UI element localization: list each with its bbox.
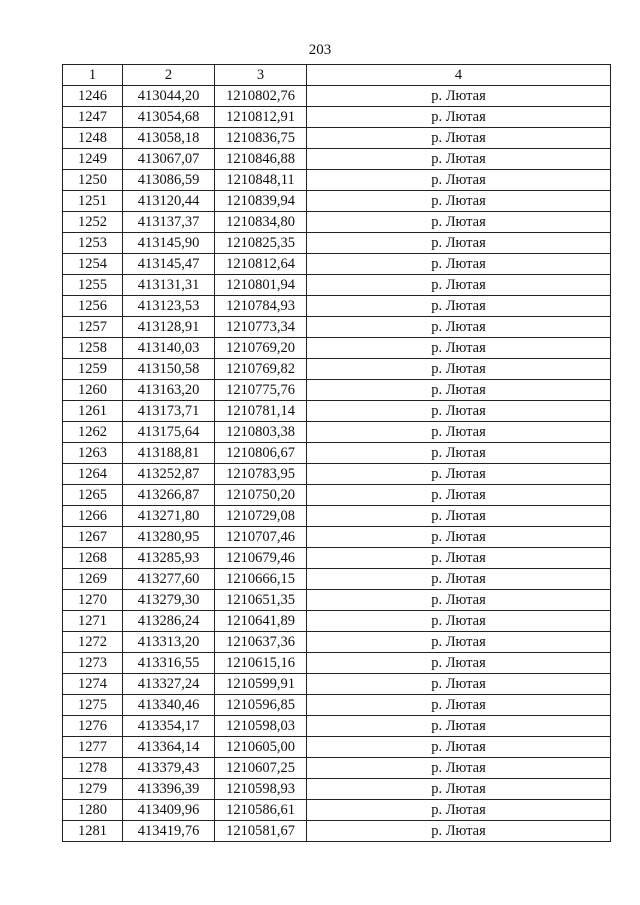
table-row — [63, 380, 611, 401]
cell-y-coordinate: 1210637,36 — [215, 632, 307, 653]
cell-x-coordinate: 413277,60 — [123, 569, 215, 590]
column-header-point-number: 1 — [63, 65, 123, 86]
cell-point-number: 1279 — [63, 779, 123, 800]
cell-description: р. Лютая — [307, 779, 611, 800]
cell-point-number: 1249 — [63, 149, 123, 170]
cell-x-coordinate: 413252,87 — [123, 464, 215, 485]
cell-x-coordinate: 413354,17 — [123, 716, 215, 737]
cell-point-number: 1254 — [63, 254, 123, 275]
cell-description: р. Лютая — [307, 212, 611, 233]
cell-point-number: 1260 — [63, 380, 123, 401]
table-row — [63, 128, 611, 149]
cell-y-coordinate: 1210825,35 — [215, 233, 307, 254]
cell-x-coordinate: 413054,68 — [123, 107, 215, 128]
cell-description: р. Лютая — [307, 548, 611, 569]
table-row — [63, 527, 611, 548]
cell-description: р. Лютая — [307, 485, 611, 506]
cell-point-number: 1257 — [63, 317, 123, 338]
cell-x-coordinate: 413188,81 — [123, 443, 215, 464]
table-header — [63, 65, 611, 86]
cell-description: р. Лютая — [307, 527, 611, 548]
cell-y-coordinate: 1210666,15 — [215, 569, 307, 590]
table-row — [63, 695, 611, 716]
cell-y-coordinate: 1210812,64 — [215, 254, 307, 275]
cell-description: р. Лютая — [307, 170, 611, 191]
cell-y-coordinate: 1210598,93 — [215, 779, 307, 800]
table-row — [63, 758, 611, 779]
cell-x-coordinate: 413271,80 — [123, 506, 215, 527]
cell-description: р. Лютая — [307, 254, 611, 275]
cell-x-coordinate: 413266,87 — [123, 485, 215, 506]
table-row — [63, 233, 611, 254]
table-header-row — [63, 65, 611, 86]
table-row — [63, 632, 611, 653]
table-row — [63, 401, 611, 422]
cell-point-number: 1251 — [63, 191, 123, 212]
table-row — [63, 212, 611, 233]
table-row — [63, 506, 611, 527]
cell-x-coordinate: 413280,95 — [123, 527, 215, 548]
cell-point-number: 1280 — [63, 800, 123, 821]
table-row — [63, 422, 611, 443]
cell-x-coordinate: 413379,43 — [123, 758, 215, 779]
cell-x-coordinate: 413163,20 — [123, 380, 215, 401]
table-row — [63, 443, 611, 464]
cell-description: р. Лютая — [307, 380, 611, 401]
cell-description: р. Лютая — [307, 653, 611, 674]
cell-y-coordinate: 1210750,20 — [215, 485, 307, 506]
cell-x-coordinate: 413044,20 — [123, 86, 215, 107]
table-row — [63, 86, 611, 107]
cell-description: р. Лютая — [307, 716, 611, 737]
page-number: 203 — [308, 42, 332, 58]
cell-description: р. Лютая — [307, 758, 611, 779]
cell-x-coordinate: 413419,76 — [123, 821, 215, 842]
cell-y-coordinate: 1210836,75 — [215, 128, 307, 149]
cell-y-coordinate: 1210707,46 — [215, 527, 307, 548]
cell-x-coordinate: 413313,20 — [123, 632, 215, 653]
cell-description: р. Лютая — [307, 86, 611, 107]
cell-y-coordinate: 1210769,20 — [215, 338, 307, 359]
cell-description: р. Лютая — [307, 695, 611, 716]
cell-y-coordinate: 1210598,03 — [215, 716, 307, 737]
column-header-y: 3 — [215, 65, 307, 86]
cell-point-number: 1255 — [63, 275, 123, 296]
column-header-description: 4 — [307, 65, 611, 86]
cell-y-coordinate: 1210846,88 — [215, 149, 307, 170]
cell-point-number: 1252 — [63, 212, 123, 233]
cell-description: р. Лютая — [307, 338, 611, 359]
cell-y-coordinate: 1210581,67 — [215, 821, 307, 842]
cell-x-coordinate: 413086,59 — [123, 170, 215, 191]
cell-point-number: 1262 — [63, 422, 123, 443]
table-row — [63, 737, 611, 758]
cell-description: р. Лютая — [307, 107, 611, 128]
table-row — [63, 674, 611, 695]
cell-description: р. Лютая — [307, 464, 611, 485]
cell-description: р. Лютая — [307, 191, 611, 212]
cell-y-coordinate: 1210651,35 — [215, 590, 307, 611]
cell-point-number: 1272 — [63, 632, 123, 653]
cell-description: р. Лютая — [307, 674, 611, 695]
table-row — [63, 338, 611, 359]
cell-description: р. Лютая — [307, 359, 611, 380]
column-header-x: 2 — [123, 65, 215, 86]
cell-description: р. Лютая — [307, 296, 611, 317]
cell-y-coordinate: 1210839,94 — [215, 191, 307, 212]
cell-y-coordinate: 1210803,38 — [215, 422, 307, 443]
cell-y-coordinate: 1210607,25 — [215, 758, 307, 779]
cell-description: р. Лютая — [307, 275, 611, 296]
cell-x-coordinate: 413058,18 — [123, 128, 215, 149]
coordinates-table — [62, 64, 611, 842]
table-row — [63, 275, 611, 296]
cell-x-coordinate: 413145,47 — [123, 254, 215, 275]
cell-y-coordinate: 1210615,16 — [215, 653, 307, 674]
table-body — [63, 86, 611, 842]
cell-x-coordinate: 413131,31 — [123, 275, 215, 296]
cell-x-coordinate: 413067,07 — [123, 149, 215, 170]
cell-description: р. Лютая — [307, 800, 611, 821]
cell-y-coordinate: 1210729,08 — [215, 506, 307, 527]
cell-y-coordinate: 1210769,82 — [215, 359, 307, 380]
table-row — [63, 653, 611, 674]
cell-description: р. Лютая — [307, 443, 611, 464]
cell-x-coordinate: 413396,39 — [123, 779, 215, 800]
cell-y-coordinate: 1210773,34 — [215, 317, 307, 338]
cell-x-coordinate: 413285,93 — [123, 548, 215, 569]
table-row — [63, 149, 611, 170]
cell-x-coordinate: 413128,91 — [123, 317, 215, 338]
cell-x-coordinate: 413145,90 — [123, 233, 215, 254]
table-row — [63, 590, 611, 611]
cell-point-number: 1267 — [63, 527, 123, 548]
cell-point-number: 1274 — [63, 674, 123, 695]
cell-description: р. Лютая — [307, 821, 611, 842]
cell-description: р. Лютая — [307, 611, 611, 632]
cell-description: р. Лютая — [307, 632, 611, 653]
cell-description: р. Лютая — [307, 590, 611, 611]
cell-description: р. Лютая — [307, 737, 611, 758]
table-row — [63, 107, 611, 128]
cell-point-number: 1270 — [63, 590, 123, 611]
table-row — [63, 170, 611, 191]
cell-point-number: 1246 — [63, 86, 123, 107]
table-row — [63, 191, 611, 212]
table-row — [63, 716, 611, 737]
cell-y-coordinate: 1210784,93 — [215, 296, 307, 317]
cell-description: р. Лютая — [307, 506, 611, 527]
cell-x-coordinate: 413137,37 — [123, 212, 215, 233]
cell-description: р. Лютая — [307, 422, 611, 443]
cell-description: р. Лютая — [307, 317, 611, 338]
cell-point-number: 1263 — [63, 443, 123, 464]
cell-x-coordinate: 413279,30 — [123, 590, 215, 611]
table-row — [63, 821, 611, 842]
cell-point-number: 1276 — [63, 716, 123, 737]
cell-point-number: 1261 — [63, 401, 123, 422]
cell-x-coordinate: 413316,55 — [123, 653, 215, 674]
table-row — [63, 296, 611, 317]
cell-y-coordinate: 1210775,76 — [215, 380, 307, 401]
cell-description: р. Лютая — [307, 128, 611, 149]
cell-description: р. Лютая — [307, 401, 611, 422]
cell-point-number: 1269 — [63, 569, 123, 590]
cell-point-number: 1271 — [63, 611, 123, 632]
cell-x-coordinate: 413340,46 — [123, 695, 215, 716]
table-row — [63, 800, 611, 821]
cell-y-coordinate: 1210605,00 — [215, 737, 307, 758]
cell-point-number: 1281 — [63, 821, 123, 842]
cell-point-number: 1259 — [63, 359, 123, 380]
cell-description: р. Лютая — [307, 233, 611, 254]
cell-point-number: 1250 — [63, 170, 123, 191]
cell-y-coordinate: 1210679,46 — [215, 548, 307, 569]
cell-y-coordinate: 1210596,85 — [215, 695, 307, 716]
table-row — [63, 359, 611, 380]
cell-x-coordinate: 413150,58 — [123, 359, 215, 380]
table-row — [63, 317, 611, 338]
cell-x-coordinate: 413120,44 — [123, 191, 215, 212]
table-row — [63, 464, 611, 485]
cell-point-number: 1264 — [63, 464, 123, 485]
cell-y-coordinate: 1210834,80 — [215, 212, 307, 233]
cell-description: р. Лютая — [307, 569, 611, 590]
table-row — [63, 611, 611, 632]
cell-y-coordinate: 1210781,14 — [215, 401, 307, 422]
cell-point-number: 1275 — [63, 695, 123, 716]
cell-y-coordinate: 1210641,89 — [215, 611, 307, 632]
cell-point-number: 1278 — [63, 758, 123, 779]
cell-y-coordinate: 1210801,94 — [215, 275, 307, 296]
cell-description: р. Лютая — [307, 149, 611, 170]
cell-point-number: 1277 — [63, 737, 123, 758]
cell-x-coordinate: 413286,24 — [123, 611, 215, 632]
cell-point-number: 1253 — [63, 233, 123, 254]
cell-point-number: 1247 — [63, 107, 123, 128]
table-row — [63, 548, 611, 569]
cell-y-coordinate: 1210812,91 — [215, 107, 307, 128]
table-row — [63, 485, 611, 506]
cell-y-coordinate: 1210806,67 — [215, 443, 307, 464]
cell-point-number: 1265 — [63, 485, 123, 506]
cell-point-number: 1266 — [63, 506, 123, 527]
cell-y-coordinate: 1210802,76 — [215, 86, 307, 107]
cell-point-number: 1258 — [63, 338, 123, 359]
cell-x-coordinate: 413409,96 — [123, 800, 215, 821]
cell-point-number: 1273 — [63, 653, 123, 674]
cell-x-coordinate: 413364,14 — [123, 737, 215, 758]
table-row — [63, 569, 611, 590]
cell-point-number: 1248 — [63, 128, 123, 149]
cell-point-number: 1268 — [63, 548, 123, 569]
cell-x-coordinate: 413123,53 — [123, 296, 215, 317]
cell-y-coordinate: 1210599,91 — [215, 674, 307, 695]
cell-x-coordinate: 413327,24 — [123, 674, 215, 695]
cell-point-number: 1256 — [63, 296, 123, 317]
cell-x-coordinate: 413173,71 — [123, 401, 215, 422]
table-row — [63, 779, 611, 800]
cell-x-coordinate: 413175,64 — [123, 422, 215, 443]
table-row — [63, 254, 611, 275]
cell-x-coordinate: 413140,03 — [123, 338, 215, 359]
cell-y-coordinate: 1210783,95 — [215, 464, 307, 485]
cell-y-coordinate: 1210848,11 — [215, 170, 307, 191]
cell-y-coordinate: 1210586,61 — [215, 800, 307, 821]
